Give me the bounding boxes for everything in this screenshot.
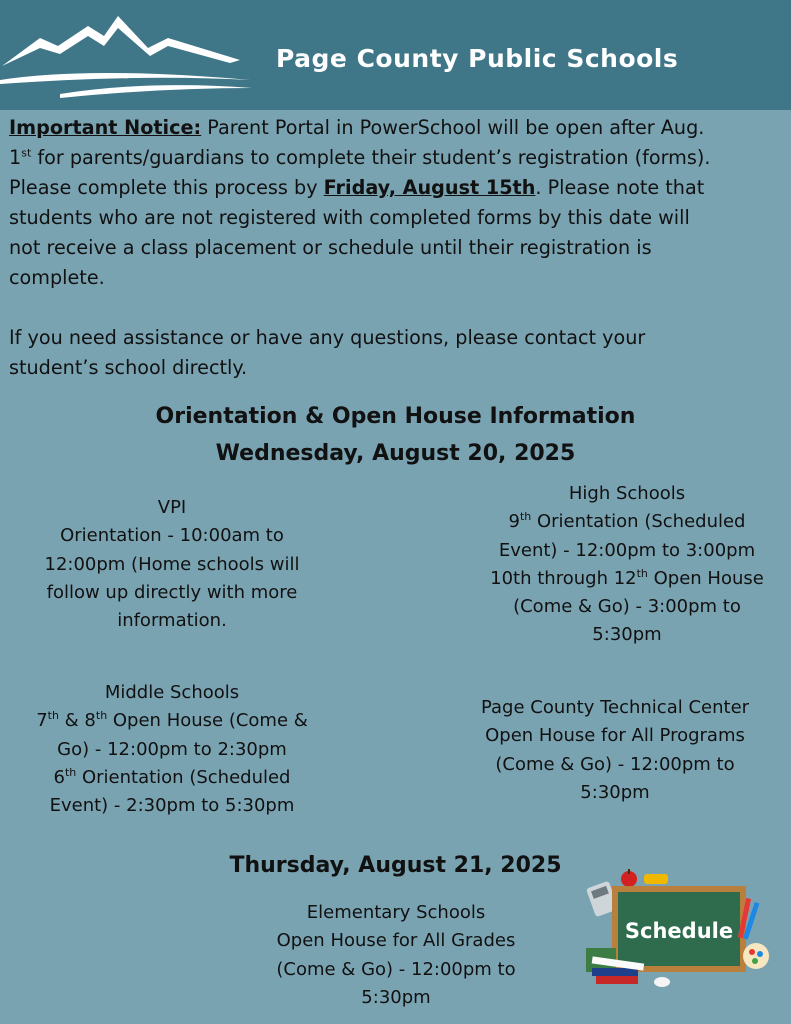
block-line: 10th through 12th Open House	[490, 566, 764, 589]
wednesday-date: Wednesday, August 20, 2025	[215, 441, 576, 466]
mountains-logo-icon	[0, 8, 255, 103]
tech-center-block	[455, 694, 775, 807]
elementary-block	[246, 899, 546, 1012]
school-name: Page County Technical Center	[480, 697, 750, 718]
block-line: Open House for All Programs	[485, 725, 745, 747]
notice-text: Parent Portal in PowerSchool will be open after Aug.	[201, 116, 705, 139]
notice-text: 1	[9, 146, 22, 169]
block-line: Orientation - 10:00am to	[60, 525, 284, 547]
block-line: 5:30pm	[580, 781, 650, 803]
block-line: Open House for All Grades	[276, 930, 516, 952]
block-line: (Come & Go) - 12:00pm to	[276, 958, 516, 980]
orientation-title: Orientation & Open House Information	[155, 404, 636, 429]
block-line: 5:30pm	[361, 986, 431, 1008]
assistance-text: If you need assistance or have any questions, please contact your	[9, 326, 646, 349]
middle-schools-block	[22, 679, 322, 820]
school-name: Elementary Schools	[306, 902, 486, 923]
important-notice	[9, 113, 784, 383]
deadline-date: Friday, August 15th	[323, 176, 536, 199]
block-line: 7th & 8th Open House (Come &	[36, 709, 308, 732]
notice-text: . Please note that	[535, 176, 705, 199]
high-schools-block	[470, 480, 784, 650]
block-line: 12:00pm (Home schools will	[44, 553, 300, 575]
notice-label: Important Notice:	[9, 116, 202, 139]
block-line: (Come & Go) - 12:00pm to	[495, 753, 735, 775]
ordinal-suffix: st	[21, 146, 32, 160]
notice-text: complete.	[9, 266, 105, 289]
school-name: High Schools	[568, 483, 686, 504]
assistance-text: student’s school directly.	[9, 356, 248, 379]
block-line: Event) - 2:30pm to 5:30pm	[49, 795, 295, 817]
thursday-date: Thursday, August 21, 2025	[229, 853, 562, 878]
block-line: Event) - 12:00pm to 3:00pm	[498, 539, 756, 561]
block-line: 6th Orientation (Scheduled	[53, 765, 291, 788]
school-name: Middle Schools	[104, 682, 240, 703]
header-banner	[0, 0, 791, 110]
block-line: Go) - 12:00pm to 2:30pm	[57, 738, 287, 760]
notice-text: Please complete this process by	[9, 176, 324, 199]
vpi-block	[22, 494, 322, 635]
block-line: follow up directly with more	[46, 581, 298, 603]
schedule-chalkboard-icon	[582, 868, 774, 994]
block-line: information.	[117, 610, 227, 632]
notice-text: students who are not registered with completed forms by this date will	[9, 206, 690, 229]
block-line: (Come & Go) - 3:00pm to	[513, 596, 741, 618]
school-name: VPI	[157, 497, 187, 518]
district-title: Page County Public Schools	[276, 44, 679, 73]
notice-text: for parents/guardians to complete their student’s registration (forms).	[31, 146, 711, 169]
svg-text:Schedule: Schedule	[624, 919, 734, 943]
block-line: 9th Orientation (Scheduled	[508, 510, 746, 533]
block-line: 5:30pm	[592, 624, 662, 646]
notice-text: not receive a class placement or schedule until their registration is	[9, 236, 652, 259]
